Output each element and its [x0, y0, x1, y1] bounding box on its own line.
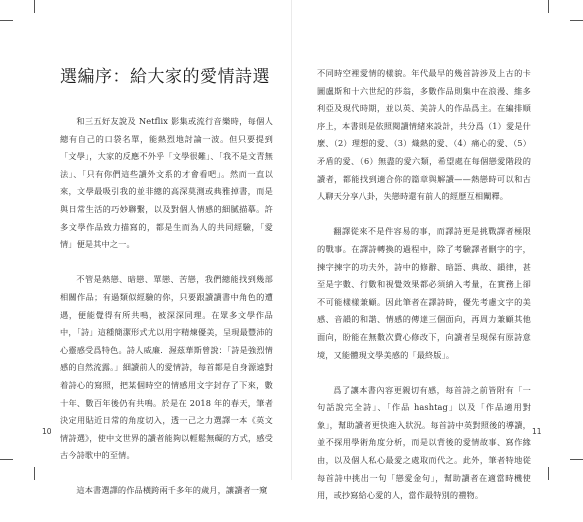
paragraph: 爲了讓本書內容更親切有感，每首詩之前皆附有「一句話說完全詩」、「作品 hashtag」以及「作品適用對象」，幫助讀者更快進入狀況。每首詩中英對照後的導讀，並不探用學術角度分析，而是以背後的愛情故事、寫作緣由，以及個人私心最愛之處取而代之。此外，筆者特地從每首詩中挑出一句「戀愛金句」，幫助讀者在適當時機使用，或抄寫給心愛的人，當作最特別的禮物。 [317, 384, 531, 501]
chapter-title: 選編序：給大家的愛情詩選 [60, 67, 270, 87]
paragraph: 這本書選譯的作品橫跨兩千多年的歲月，讓讀者一窺 [76, 485, 268, 496]
paragraph: 和三五好友說及 Netflix 影集或流行音樂時，每個人總有自己的口袋名單，能熱烈地討論一波。但只要提到「文學」，大家的反應不外乎「文學很難」、「我不是文青無法」、「只有你們這些讀外文系的才會看吧」。然而一直以來，文學最吸引我的並非總的高深莫測或典雅掉書，而是與日常生活的巧妙聯繫，以及對個人情感的細膩描摹。許多文學作品致力描寫的，都是生而為人的共同經驗，「愛情」便是其中之一。 [60, 116, 273, 250]
paragraph: 翻譯從來不是件容易的事，而譯詩更是挑戰譯者極限的戰事。在譯詩轉換的過程中，除了考驗譯者刪字的字，揀字揀字的功夫外，詩中的修辭、暗語、典故、韻律，甚至是字數、行數和視覺效果都必須納入考量，在實務上卻不可能樣樣兼顧。因此筆者在譯詩時，優先考慮文字的美感、音韻的和諧、情感的傳達三個面向，再周力兼顧其他面向，盼能在無數次費心修改下，向讀者呈現保有原詩意境，又能體現文學美感的「最終版」。 [317, 226, 531, 360]
paragraph: 不同時空裡愛情的樣貌。年代最早的幾首詩涉及上古的卡圖盧斯和十六世紀的莎翁，多數作品則集中在浪漫、維多利亞及現代時期，並以英、美詩人的作品爲主。在編排順序上，本書則是依照閱讀情緒來設計，共分爲（1）愛是什麼、（2）理想的愛、（3）熾熱的愛、（4）痛心的愛、（5）矛盾的愛、（6）無盡的愛六類，希望處在每個戀愛階段的讀者，都能找到適合你的篇章與解讀——熱戀時可以和古人聊天分享八卦，失戀時還有前人的經歷互相闡釋。 [317, 68, 531, 202]
left-page [0, 0, 291, 496]
page-number: 10 [42, 427, 52, 436]
right-page [292, 0, 583, 501]
right-page-body [317, 65, 531, 522]
left-page-body [60, 113, 273, 518]
page-number: 11 [532, 427, 542, 436]
paragraph: 不管是熱戀、暗戀、單戀、苦戀，我們總能找到幾部相關作品；有過類似經驗的你，只要跟讀讀書中角色的遭遇，便能覺得有所共鳴，被深深同理。在眾多文學作品中，「詩」這種簡潔形式尤以用字精煉優美，呈現最豐沛的心靈感受爲特色。詩人威廉．渥茲華斯曾說：「詩是強烈情感的自然流露。」細讀前人的愛情詩，每首都是自身源遠對着詩心的寫照，把某個時空的情感用文字封存了下來，數十年、數百年後仍有共鳴。於是在 2018 年的春天，筆者決定用貼近日常的角度切入，透一己之力選譯一本《英文情詩選》，使中文世界的讀者能夠以輕鬆無礙的方式，感受古今詩歌中的至情。 [60, 274, 273, 461]
